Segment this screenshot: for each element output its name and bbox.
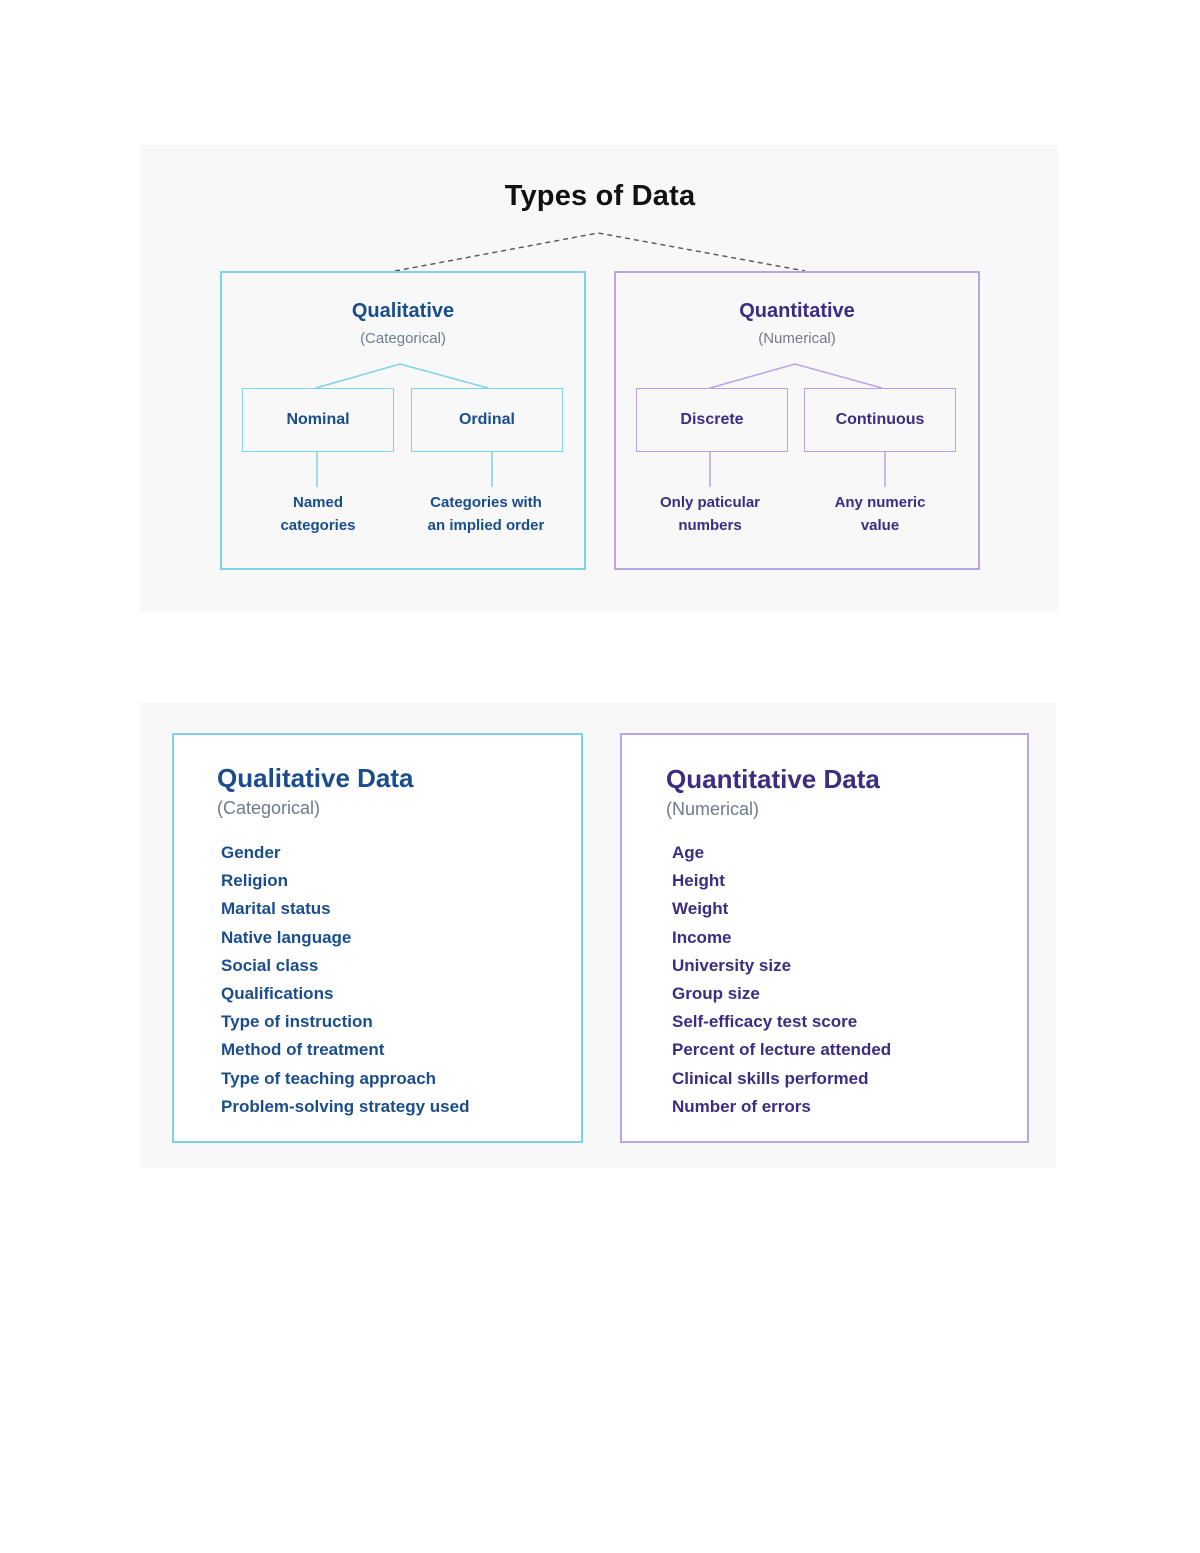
list-item: Age — [672, 843, 705, 862]
quantitative-title: Quantitative — [739, 300, 855, 322]
list-item: Height — [672, 871, 725, 891]
list-item: Gender — [221, 843, 281, 862]
list-item: Clinical skills performed — [672, 1068, 869, 1088]
qualitative-title: Qualitative — [351, 300, 455, 322]
qualitative-subtitle: (Categorical) — [360, 330, 446, 347]
list-item: Qualifications — [221, 983, 334, 1003]
discrete-description-line2: numbers — [678, 517, 742, 534]
continuous-description-line1: Any numeric — [834, 494, 926, 511]
quantitative-examples-title: Quantitative Data — [666, 764, 880, 794]
quantitative-subtitle: (Numerical) — [758, 330, 836, 347]
list-item: Number of errors — [672, 1096, 811, 1116]
discrete-description-line1: Only paticular — [659, 494, 761, 511]
list-item: Weight — [672, 899, 729, 919]
list-item: Type of teaching approach — [221, 1068, 437, 1088]
nominal-description-line2: categories — [280, 517, 356, 534]
continuous-description-line2: value — [860, 517, 900, 534]
nominal-node: Nominal — [242, 388, 394, 452]
list-item: Religion — [221, 871, 289, 891]
qualitative-examples-subtitle: (Categorical) — [217, 798, 321, 818]
qualitative-examples-title: Qualitative Data — [217, 763, 414, 793]
ordinal-description — [396, 491, 576, 537]
list-item: Percent of lecture attended — [672, 1040, 892, 1060]
list-item: Type of instruction — [221, 1012, 373, 1032]
diagram-title: Types of Data — [504, 180, 696, 212]
quantitative-examples-card — [620, 733, 1029, 1143]
quantitative-examples-subtitle: (Numerical) — [666, 799, 760, 819]
list-item: Self-efficacy test score — [672, 1012, 858, 1032]
list-item: Problem-solving strategy used — [221, 1096, 470, 1116]
qualitative-examples-card — [172, 733, 583, 1143]
discrete-description — [630, 491, 790, 537]
root-dashed-connector — [395, 233, 805, 271]
discrete-node: Discrete — [636, 388, 788, 452]
list-item: Native language — [221, 927, 352, 947]
list-item: Income — [672, 927, 732, 947]
list-item: Method of treatment — [221, 1040, 385, 1060]
nominal-description — [242, 491, 394, 537]
continuous-description — [800, 491, 960, 537]
nominal-description-line1: Named — [292, 494, 344, 511]
ordinal-description-line1: Categories with — [430, 494, 542, 511]
list-item: Social class — [221, 955, 319, 975]
ordinal-node: Ordinal — [411, 388, 563, 452]
quantitative-examples-list — [672, 839, 891, 1121]
qualitative-examples-list — [221, 839, 469, 1121]
ordinal-description-line2: an implied order — [427, 517, 545, 534]
continuous-node: Continuous — [804, 388, 956, 452]
list-item: Marital status — [221, 899, 331, 919]
list-item: Group size — [672, 983, 760, 1003]
list-item: University size — [672, 955, 792, 975]
